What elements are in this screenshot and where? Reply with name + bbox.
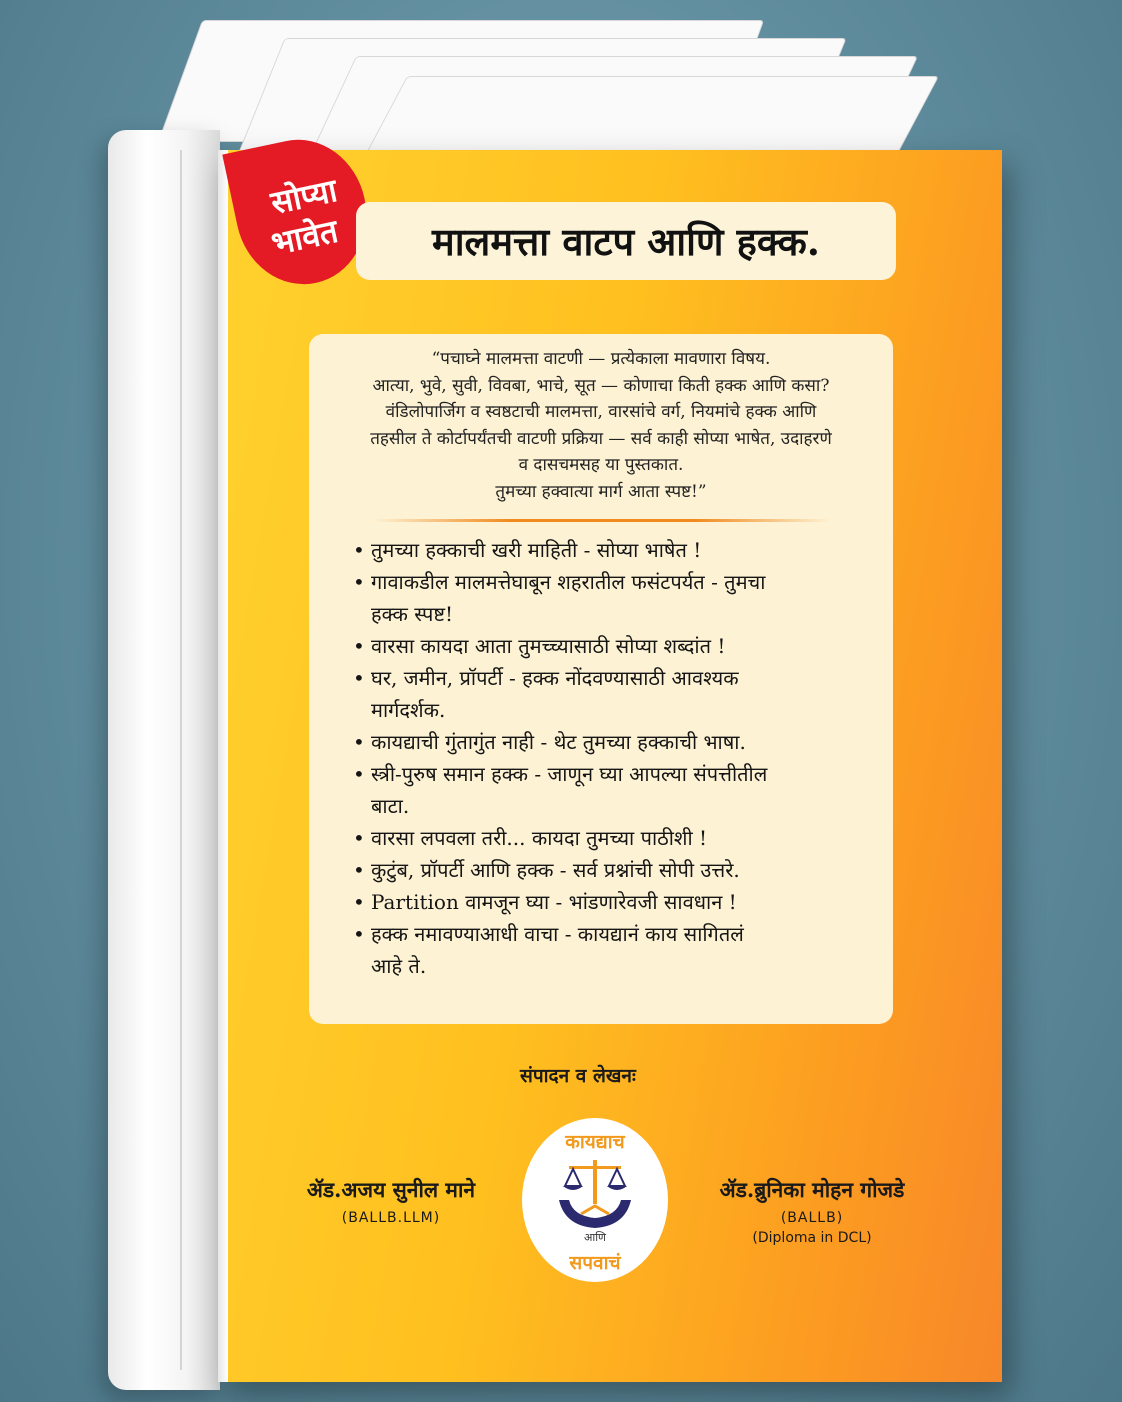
book-spine [108, 130, 220, 1390]
feature-item: • वारसा कायदा आता तुमच्च्यासाठी सोप्या शब्दांत ! [353, 634, 726, 658]
feature-item: • गावाकडील मालमत्तेघाबून शहरातील फसंटपर्यत - तुमचा हक्क स्पष्ट! [353, 570, 766, 626]
description-panel [309, 334, 893, 1024]
author-2-name: ॲड.ब्रुनिका मोहन गोजडे [719, 1177, 905, 1202]
feature-item: • हक्क नमावण्याआधी वाचा - कायद्यानं काय सागितलं आहे ते. [353, 922, 744, 978]
feature-list [353, 534, 873, 982]
feature-item: • कायद्याची गुंतागुंत नाही - थेट तुमच्या हक्काची भाषा. [353, 730, 746, 754]
feature-item: • कुटुंब, प्रॉपर्टी आणि हक्क - सर्व प्रश्नांची सोपी उत्तरे. [353, 858, 740, 882]
edited-by-label: संपादन व लेखनः [520, 1065, 636, 1087]
scales-handshake-icon [555, 1156, 635, 1234]
quote-line: व दासचमसह या पुस्तकात. [518, 455, 684, 475]
blurb-quote [329, 346, 873, 505]
logo-top-text: कायद्याच [565, 1131, 625, 1153]
quote-line: “पचाघ्ने मालमत्ता वाटणी — प्रत्येकाला मावणारा विषय. [431, 349, 771, 369]
feature-item: • वारसा लपवला तरी... कायदा तुमच्या पाठीशी ! [353, 826, 708, 850]
quote-line: आत्या, भुवे, सुवी, विवबा, भाचे, सूत — कोणाचा किती हक्क आणि कसा? [372, 375, 830, 396]
author-1-degree: (BALLB.LLM) [341, 1210, 441, 1226]
author-2-diploma: (Diploma in DCL) [752, 1230, 872, 1246]
author-2-degree: (BALLB) [780, 1210, 844, 1226]
badge-line-1: सोप्या [267, 171, 341, 223]
quote-line: तहसील ते कोर्टापर्यंतची वाटणी प्रक्रिया — सर्व काही सोप्या भाषेत, उदाहरणे [370, 428, 832, 449]
book-title: मालमत्ता वाटप आणि हक्क. [356, 202, 896, 280]
logo-bottom-text: सपवाचं [569, 1252, 621, 1274]
logo-middle-text: आणि [583, 1231, 607, 1244]
publisher-logo [522, 1118, 668, 1282]
author-1-name: ॲड.अजय सुनील माने [306, 1177, 476, 1202]
feature-item: • Partition वामजून घ्या - भांडणारेवजी सावधान ! [353, 890, 737, 914]
quote-line: वंडिलोपार्जिग व स्वष्ठटाची मालमत्ता, वारसांचे वर्ग, नियमांचे हक्क आणि [385, 402, 817, 422]
author-1 [286, 1176, 496, 1226]
feature-item: • घर, जमीन, प्रॉपर्टी - हक्क नोंदवण्यासाठी आवश्यक मार्गदर्शक. [353, 666, 739, 722]
author-2 [702, 1176, 922, 1246]
cover-edge [218, 150, 228, 1382]
divider [373, 519, 831, 522]
feature-item: • स्त्री-पुरुष समान हक्क - जाणून घ्या आपल्या संपत्तीतील बाटा. [353, 762, 768, 818]
badge-line-2: भावेत [268, 211, 342, 263]
feature-item: • तुमच्या हक्काची खरी माहिती - सोप्या भाषेत ! [353, 538, 702, 562]
quote-line: तुमच्या हक्वात्या मार्ग आता स्पष्ट!” [495, 481, 707, 502]
